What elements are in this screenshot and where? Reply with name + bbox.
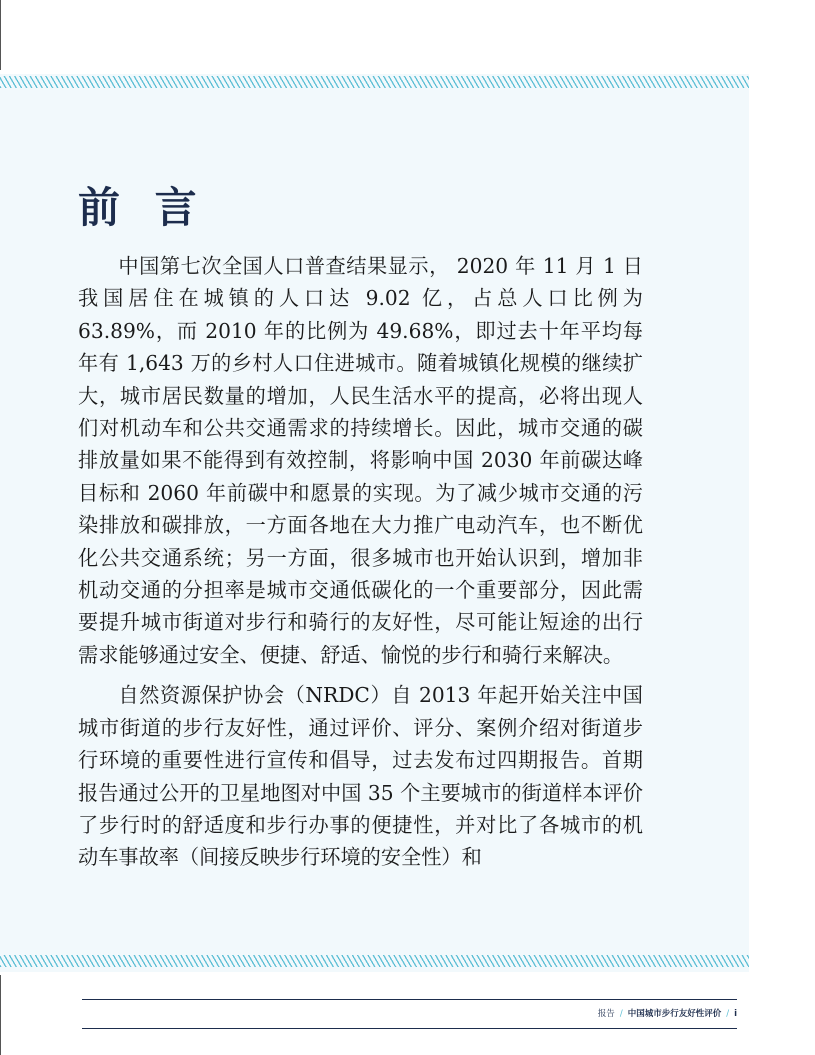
page-title: 前 言 [78,183,207,232]
footer-rule-top [82,999,737,1000]
body-text [78,250,643,882]
paragraph-1: 中国第七次全国人口普查结果显示， 2020 年 11 月 1 日我国居住在城镇的人口达 9.02 亿，占总人口比例为 63.89%，而 2010 年的比例为 49.68%，即过去十年平均每年有 1,643 万的乡村人口住进城市。随着城镇化规模的继续扩大，城市居民数量的增加，人民生活水平的提高，必将出现人们对机动车和公共交通需求的持续增长。因此，城市交通的碳排放量如果不能得到有效控制，将影响中国 2030 年前碳达峰目标和 2060 年前碳中和愿景的实现。为了减少城市交通的污染排放和碳排放，一方面各地在大力推广电动汽车，也不断优化公共交通系统；另一方面，很多城市也开始认识到，增加非机动交通的分担率是城市交通低碳化的一个重要部分，因此需要提升城市街道对步行和骑行的友好性，尽可能让短途的出行需求能够通过安全、便捷、舒适、愉悦的步行和骑行来解决。 [78,254,643,667]
hatch-divider-bottom [0,955,749,967]
footer-rule-bottom [82,1028,737,1029]
footer-separator: / [619,1009,623,1019]
footer-separator-2: / [726,1009,730,1019]
crop-mark-bottom [0,975,1,1055]
page-number: i [734,1009,737,1019]
crop-mark-top [0,0,1,70]
paragraph-2: 自然资源保护协会（NRDC）自 2013 年起开始关注中国城市街道的步行友好性，通过评价、评分、案例介绍对街道步行环境的重要性进行宣传和倡导，过去发布过四期报告。首期报告通过公开的卫星地图对中国 35 个主要城市的街道样本评价了步行时的舒适度和步行办事的便捷性，并对比了各城市的机动车事故率（间接反映步行环境的安全性）和 [78,683,643,870]
page-footer [598,1008,737,1020]
footer-section: 报告 [597,1009,615,1019]
hatch-divider-top [0,76,749,88]
footer-report-title: 中国城市步行友好性评价 [627,1009,722,1019]
